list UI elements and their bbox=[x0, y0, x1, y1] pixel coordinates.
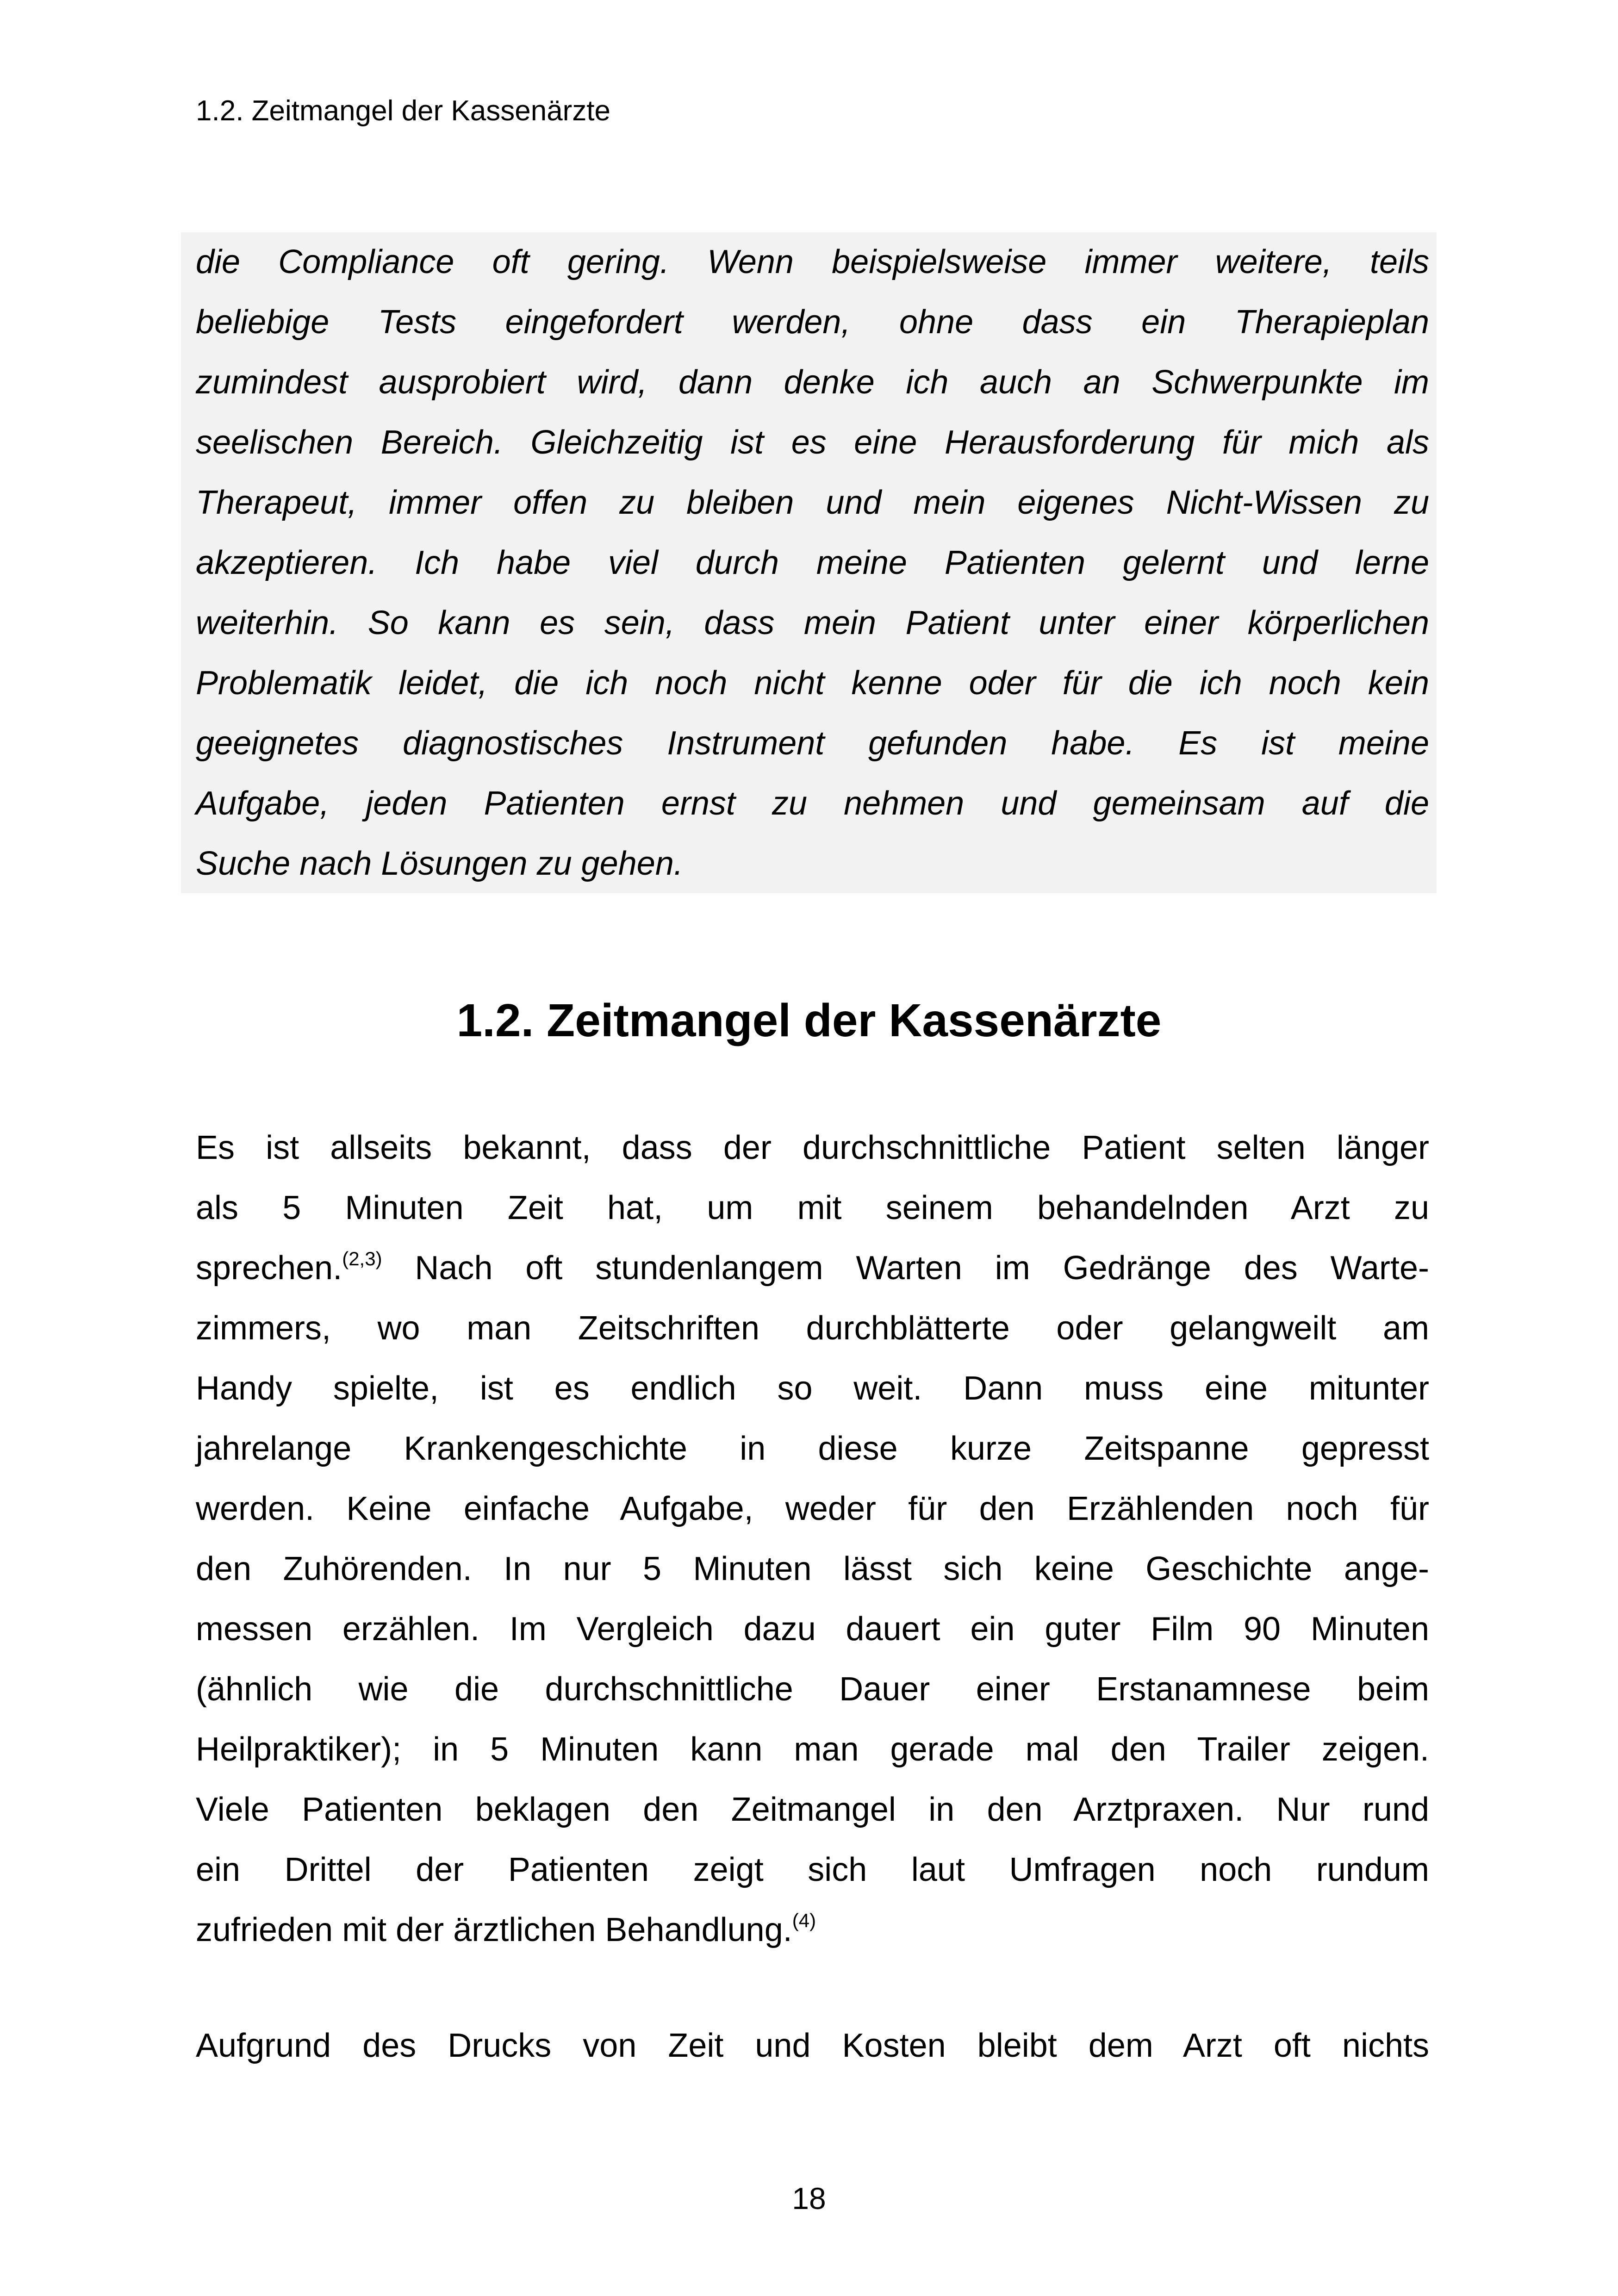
quote-line: Aufgabe, jeden Patienten ernst zu nehmen und gemeinsam auf die bbox=[196, 785, 1429, 822]
text-segment: zufrieden mit der ärztlichen Behandlung. bbox=[196, 1911, 792, 1948]
text-line bbox=[196, 1900, 1429, 1960]
page-number: 18 bbox=[792, 2181, 826, 2215]
text-line bbox=[196, 1238, 1429, 1298]
quote-line: akzeptieren. Ich habe viel durch meine Patienten gelernt und lerne bbox=[196, 544, 1429, 581]
quote-line: zumindest ausprobiert wird, dann denke ich auch an Schwerpunkte im bbox=[196, 364, 1429, 401]
text-line: Aufgrund des Drucks von Zeit und Kosten bleibt dem Arzt oft nichts bbox=[196, 2027, 1429, 2064]
text-line: jahrelange Krankengeschichte in diese kurze Zeitspanne gepresst bbox=[196, 1430, 1429, 1467]
text-line: Heilpraktiker); in 5 Minuten kann man gerade mal den Trailer zeigen. bbox=[196, 1731, 1429, 1768]
quote-line: seelischen Bereich. Gleichzeitig ist es eine Herausforderung für mich als bbox=[196, 424, 1429, 461]
text-line: Es ist allseits bekannt, dass der durchschnittliche Patient selten länger bbox=[196, 1129, 1429, 1166]
text-line: (ähnlich wie die durchschnittliche Dauer einer Erstanamnese beim bbox=[196, 1671, 1429, 1708]
footnote-reference: (2,3) bbox=[342, 1248, 382, 1269]
quote-line: Therapeut, immer offen zu bleiben und mein eigenes Nicht-Wissen zu bbox=[196, 484, 1429, 521]
quote-line: geeignetes diagnostisches Instrument gefunden habe. Es ist meine bbox=[196, 725, 1429, 762]
text-line: werden. Keine einfache Aufgabe, weder für den Erzählenden noch für bbox=[196, 1490, 1429, 1527]
text-line: Viele Patienten beklagen den Zeitmangel in den Arztpraxen. Nur rund bbox=[196, 1791, 1429, 1828]
quote-line: Problematik leidet, die ich noch nicht kenne oder für die ich noch kein bbox=[196, 665, 1429, 702]
footnote-reference: (4) bbox=[792, 1910, 816, 1931]
body-paragraph-1 bbox=[196, 1118, 1429, 1960]
text-line: den Zuhörenden. In nur 5 Minuten lässt sich keine Geschichte ange- bbox=[196, 1550, 1429, 1587]
quote-line: die Compliance oft gering. Wenn beispielsweise immer weitere, teils bbox=[196, 243, 1429, 280]
text-segment: sprechen. bbox=[196, 1250, 342, 1287]
body-paragraph-2 bbox=[196, 2016, 1429, 2076]
running-header: 1.2. Zeitmangel der Kassenärzte bbox=[196, 95, 611, 127]
text-line: Handy spielte, ist es endlich so weit. Dann muss eine mitunter bbox=[196, 1370, 1429, 1407]
section-heading: 1.2. Zeitmangel der Kassenärzte bbox=[456, 995, 1162, 1046]
quote-line: Suche nach Lösungen zu gehen. bbox=[196, 845, 683, 882]
text-segment: Nach oft stundenlangem Warten im Gedränge des Warte- bbox=[382, 1250, 1429, 1287]
text-line: als 5 Minuten Zeit hat, um mit seinem behandelnden Arzt zu bbox=[196, 1189, 1429, 1226]
quote-line: beliebige Tests eingefordert werden, ohne dass ein Therapieplan bbox=[196, 304, 1429, 341]
quote-line: weiterhin. So kann es sein, dass mein Patient unter einer körperlichen bbox=[196, 604, 1429, 641]
text-line: zimmers, wo man Zeitschriften durchblätterte oder gelangweilt am bbox=[196, 1310, 1429, 1347]
text-line: ein Drittel der Patienten zeigt sich laut Umfragen noch rundum bbox=[196, 1851, 1429, 1888]
quote-block bbox=[196, 232, 1429, 894]
text-line: messen erzählen. Im Vergleich dazu dauert ein guter Film 90 Minuten bbox=[196, 1611, 1429, 1648]
